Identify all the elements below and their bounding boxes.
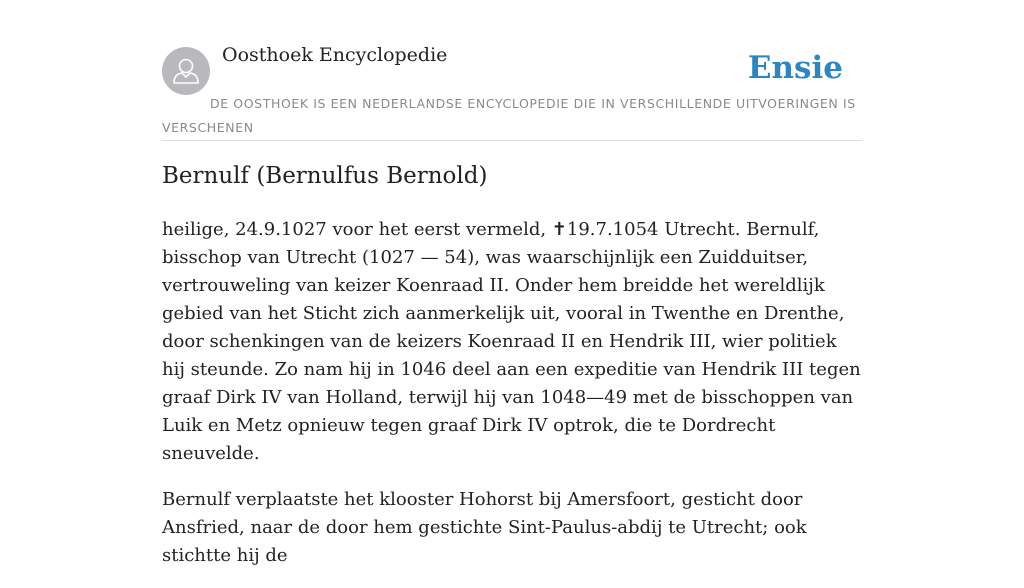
site-header	[162, 40, 862, 141]
article-body	[162, 216, 864, 588]
site-tagline: DE OOSTHOEK IS EEN NEDERLANDSE ENCYCLOPEDIE DIE IN VERSCHILLENDE UITVOERINGEN IS VERSCHENEN	[162, 96, 856, 135]
user-avatar-icon[interactable]	[162, 47, 210, 95]
article-title: Bernulf (Bernulfus Bernold)	[162, 163, 488, 189]
ensie-logo[interactable]: Ensie	[747, 50, 843, 86]
article-paragraph: heilige, 24.9.1027 voor het eerst vermeld, ✝19.7.1054 Utrecht. Bernulf, bisschop van Utrecht (1027 — 54), was waarschijnlijk een Zuidduitser, vertrouweling van keizer Koenraad II. Onder hem breidde het wereldlijk gebied van het Sticht zich aanmerkelijk uit, vooral in Twenthe en Drenthe, door schenkingen van de keizers Koenraad II en Hendrik III, wier politiek hij steunde. Zo nam hij in 1046 deel aan een expeditie van Hendrik III tegen graaf Dirk IV van Holland, terwijl hij van 1048—49 met de bisschoppen van Luik en Metz opnieuw tegen graaf Dirk IV optrok, die te Dordrecht sneuvelde.	[162, 219, 861, 464]
site-name-link[interactable]: Oosthoek Encyclopedie	[222, 44, 448, 66]
article-paragraph: Bernulf verplaatste het klooster Hohorst bij Amersfoort, gesticht door Ansfried, naar de door hem gestichte Sint-Paulus-abdij te Utrecht; ook stichtte hij de	[162, 489, 807, 566]
